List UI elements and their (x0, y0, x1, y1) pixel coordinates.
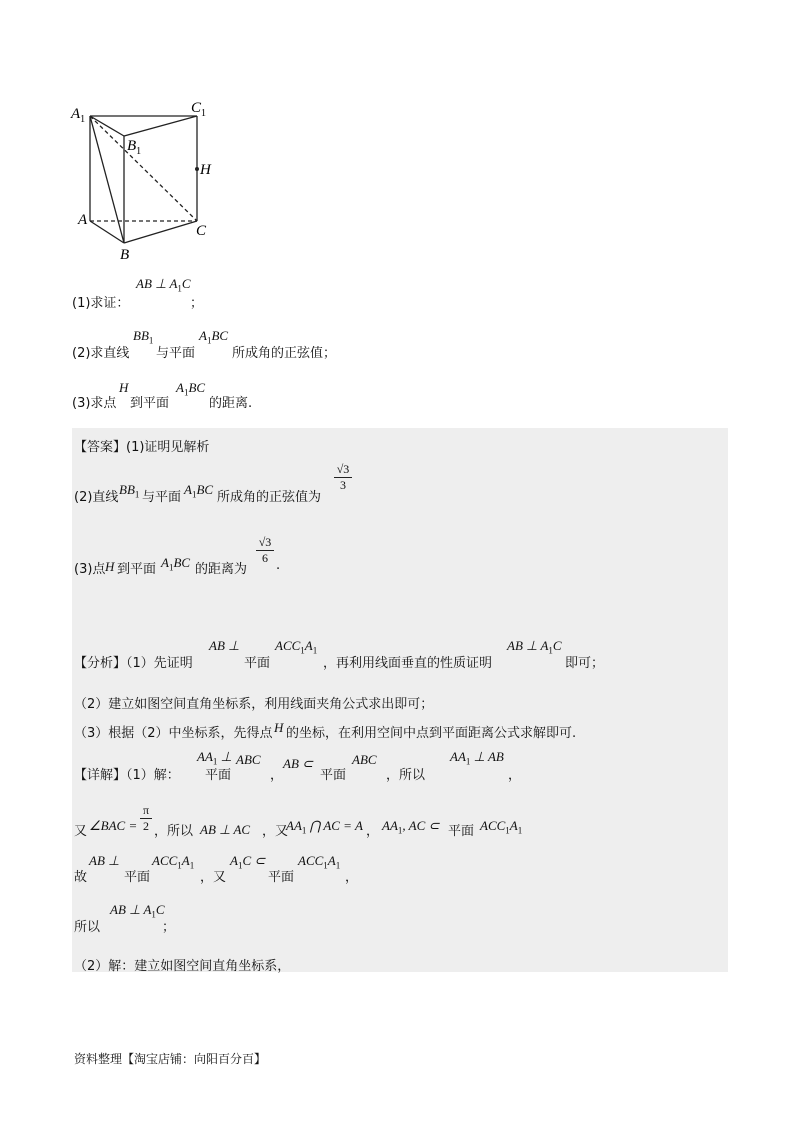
detail-l3-math3: $A_1C$ ⊂ (230, 853, 266, 871)
analysis-l3-b: 的坐标，在利用空间中点到平面距离公式求解即可. (286, 726, 577, 741)
detail-l3-math4: $ACC_1A_1$ (298, 853, 341, 871)
q1-suffix: ； (190, 296, 204, 311)
detail-l2-b: ，所以 (154, 824, 194, 839)
detail-l3-c: ，又 (200, 870, 227, 885)
detail-l2-math5: $ACC_1A_1$ (480, 818, 523, 836)
detail-l2-e: 平面 (448, 824, 475, 839)
detail-l1-math2: ABC (236, 752, 261, 767)
a3-math2: $A_1BC$ (161, 555, 191, 573)
a2-math1: $BB_1$ (119, 482, 140, 500)
detail-l3-b: 平面 (124, 870, 151, 885)
a3-math1: H (105, 559, 115, 574)
label-b: B (120, 247, 130, 263)
q3-suffix: 的距离. (209, 396, 253, 411)
detail-l3-math2: $ACC_1A_1$ (152, 853, 195, 871)
a2-mid: 与平面 (142, 490, 182, 505)
q2-suffix: 所成角的正弦值； (232, 346, 337, 361)
q3-prefix: (3)求点 (72, 396, 117, 411)
label-h: H (200, 162, 211, 178)
detail-l3-math1: AB ⊥ (89, 853, 120, 868)
q1-prefix: (1)求证： (72, 296, 130, 311)
a2-prefix: (2)直线 (74, 490, 119, 505)
edge-b1-c1 (124, 116, 197, 136)
a3-suffix: 的距离为 (195, 562, 248, 577)
detail-l2-math1: ∠BAC = (89, 818, 138, 833)
a2-denominator: 3 (334, 477, 352, 493)
a2-numerator: √3 (336, 462, 350, 476)
detail-l2-math4: $AA_1$, AC ⊂ (382, 818, 440, 836)
detail-l1-math5: $AA_1$ ⊥ AB (450, 749, 504, 767)
analysis-l1-math2: $ACC_1A_1$ (275, 638, 318, 656)
point-h (195, 167, 199, 171)
detail-l2-a: 又 (74, 824, 88, 839)
detail-l2-d: ， (366, 824, 380, 839)
a3-prefix: (3)点 (74, 562, 106, 577)
detail-l2-fraction (140, 803, 152, 834)
analysis-l1-d: 即可； (565, 656, 605, 671)
label-a1: $A_1$ (71, 106, 86, 125)
analysis-l3-a: （3）根据（2）中坐标系，先得点 (74, 726, 273, 741)
a3-numerator: √3 (258, 535, 272, 549)
label-b1: $B_1$ (127, 138, 142, 157)
label-c1: $C_1$ (191, 100, 207, 119)
detail-l1-f: ， (508, 768, 522, 783)
detail-l1-math1: $AA_1$ ⊥ (197, 749, 232, 767)
prism-figure (66, 96, 226, 266)
q2-prefix: (2)求直线 (72, 346, 130, 361)
detail-l4-math1: AB ⊥ $A_1C$ (110, 902, 165, 920)
detail-l5: （2）解：建立如图空间直角坐标系， (74, 959, 291, 974)
detail-l2-numerator: π (142, 803, 150, 817)
detail-l2-math3: $AA_1$ ⋂ AC = A (286, 818, 363, 836)
q2-math2: $A_1BC$ (199, 328, 229, 346)
detail-l4-b: ； (162, 920, 176, 935)
detail-l4-a: 所以 (74, 920, 101, 935)
analysis-l1-math1: AB ⊥ (209, 638, 240, 653)
detail-l1-math4: ABC (352, 752, 377, 767)
q1-math: AB ⊥ $A_1C$ (136, 276, 191, 294)
q2-math1: $BB_1$ (133, 328, 154, 346)
label-a: A (78, 212, 88, 228)
analysis-l1-math3: AB ⊥ $A_1C$ (507, 638, 562, 656)
detail-l1-math3: AB ⊂ (283, 756, 314, 771)
detail-l3-a: 故 (74, 870, 88, 885)
detail-l2-c: ，又 (262, 824, 289, 839)
analysis-l1-a: 【分析】（1）先证明 (74, 656, 193, 671)
a2-math2: $A_1BC$ (184, 482, 214, 500)
detail-l3-d: 平面 (268, 870, 295, 885)
detail-l1-d: 平面 (320, 768, 347, 783)
detail-l3-e: ， (345, 870, 359, 885)
footer-text: 资料整理【淘宝店铺：向阳百分百】 (74, 1052, 267, 1066)
q3-math2: $A_1BC$ (176, 380, 206, 398)
q3-math1: H (119, 380, 129, 395)
a3-end: . (276, 558, 281, 573)
edge-b-c (124, 221, 197, 243)
q3-mid: 到平面 (130, 396, 170, 411)
detail-l1-e: ，所以 (386, 768, 426, 783)
analysis-l3-math: H (274, 720, 284, 735)
answer-head: 【答案】(1)证明见解析 (74, 440, 210, 455)
a2-suffix: 所成角的正弦值为 (217, 490, 322, 505)
detail-l1-c: ， (270, 768, 284, 783)
a3-denominator: 6 (256, 550, 274, 566)
q2-mid: 与平面 (156, 346, 196, 361)
detail-l1-b: 平面 (205, 768, 232, 783)
a2-fraction (334, 462, 352, 493)
detail-l2-denominator: 2 (140, 818, 152, 834)
edge-a1-c-dashed (90, 116, 197, 221)
detail-l2-math2: AB ⊥ AC (200, 822, 251, 837)
analysis-l1-b: 平面 (244, 656, 271, 671)
analysis-l1-c: ，再利用线面垂直的性质证明 (323, 656, 493, 671)
a3-mid: 到平面 (117, 562, 157, 577)
detail-l1-a: 【详解】（1）解： (74, 768, 180, 783)
label-c: C (196, 223, 207, 239)
analysis-l2: （2）建立如图空间直角坐标系，利用线面夹角公式求出即可； (74, 697, 434, 712)
a3-fraction (256, 535, 274, 566)
